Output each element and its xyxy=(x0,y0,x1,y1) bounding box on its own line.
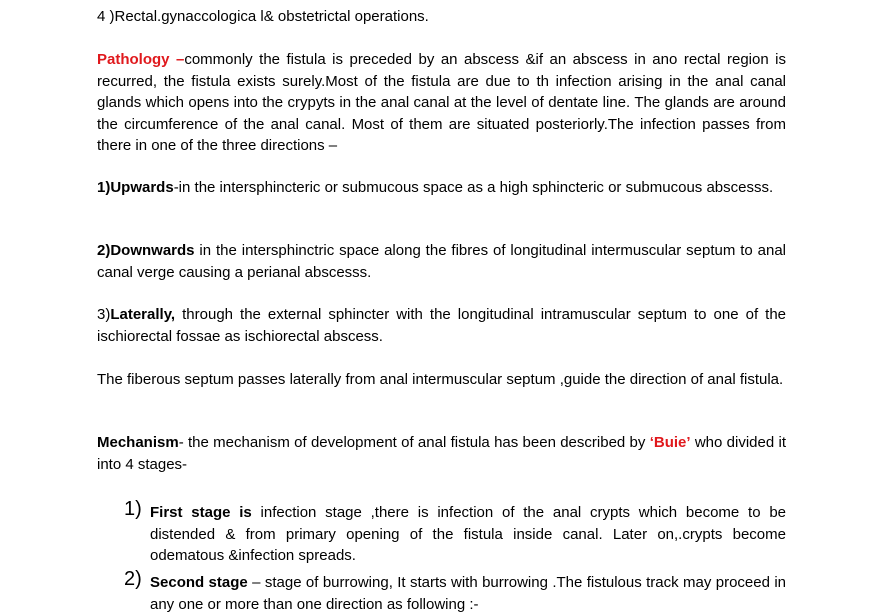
pathology-text: commonly the fistula is preceded by an abscess &if an abscess in ano rectal region is recurred, the fistula exists surely.Most of the fistula are due to th infection arising in the anal canal glands which opens into the crypyts in the anal canal at the level of dentate line. The glands are around the circumference of the anal canal. Most of them are situated posteriorly.The infection passes from there in one of the three directions – xyxy=(97,51,786,154)
stage-label: First stage is xyxy=(150,504,252,521)
stage-description: infection stage ,there is infection of the anal crypts which become to be distended & from primary opening of the fistula inside canal. Later on,.crypts become odematous &infection spreads. xyxy=(150,504,786,564)
stage-number: 2) xyxy=(124,568,142,590)
pathology-paragraph xyxy=(97,49,786,157)
mechanism-paragraph xyxy=(97,432,786,475)
pathology-heading: Pathology – xyxy=(97,51,185,68)
stage-text xyxy=(150,572,786,615)
downwards-text: in the intersphinctric space along the fibres of longitudinal intermuscular septum to anal canal verge causing a perianal abscesss. xyxy=(97,242,786,281)
laterally-text: through the external sphincter with the longitudinal intramuscular septum to one of the ischiorectal fossae as ischiorectal abscess. xyxy=(97,306,786,345)
upwards-paragraph xyxy=(97,177,786,199)
mechanism-label: Mechanism xyxy=(97,434,179,451)
buie-name: ‘Buie’ xyxy=(649,434,691,451)
upwards-label: 1)Upwards xyxy=(97,179,174,196)
stage-list-item xyxy=(124,498,786,567)
laterally-prefix: 3) xyxy=(97,306,111,323)
mechanism-text-1: - the mechanism of development of anal fistula has been described by xyxy=(178,434,650,451)
laterally-paragraph xyxy=(97,304,786,347)
upwards-text: -in the intersphincteric or submucous space as a high sphincteric or submucous abscesss. xyxy=(173,179,774,196)
stage-label: Second stage xyxy=(150,574,248,591)
stage-list-item xyxy=(124,568,786,615)
stage-text xyxy=(150,502,786,567)
item-4-line: 4 )Rectal.gynaccologica l& obstetrictal operations. xyxy=(97,8,429,25)
laterally-label: Laterally, xyxy=(110,306,176,323)
septum-paragraph: The fiberous septum passes laterally from anal intermuscular septum ,guide the direction of anal fistula. xyxy=(97,371,784,388)
stage-number: 1) xyxy=(124,498,142,520)
downwards-paragraph xyxy=(97,240,786,283)
downwards-label: 2)Downwards xyxy=(97,242,195,259)
stage-description: – stage of burrowing, It starts with burrowing .The fistulous track may proceed in any one or more than one direction as following :- xyxy=(150,574,786,613)
mechanism-text-2: who divided it into 4 stages- xyxy=(97,434,786,473)
